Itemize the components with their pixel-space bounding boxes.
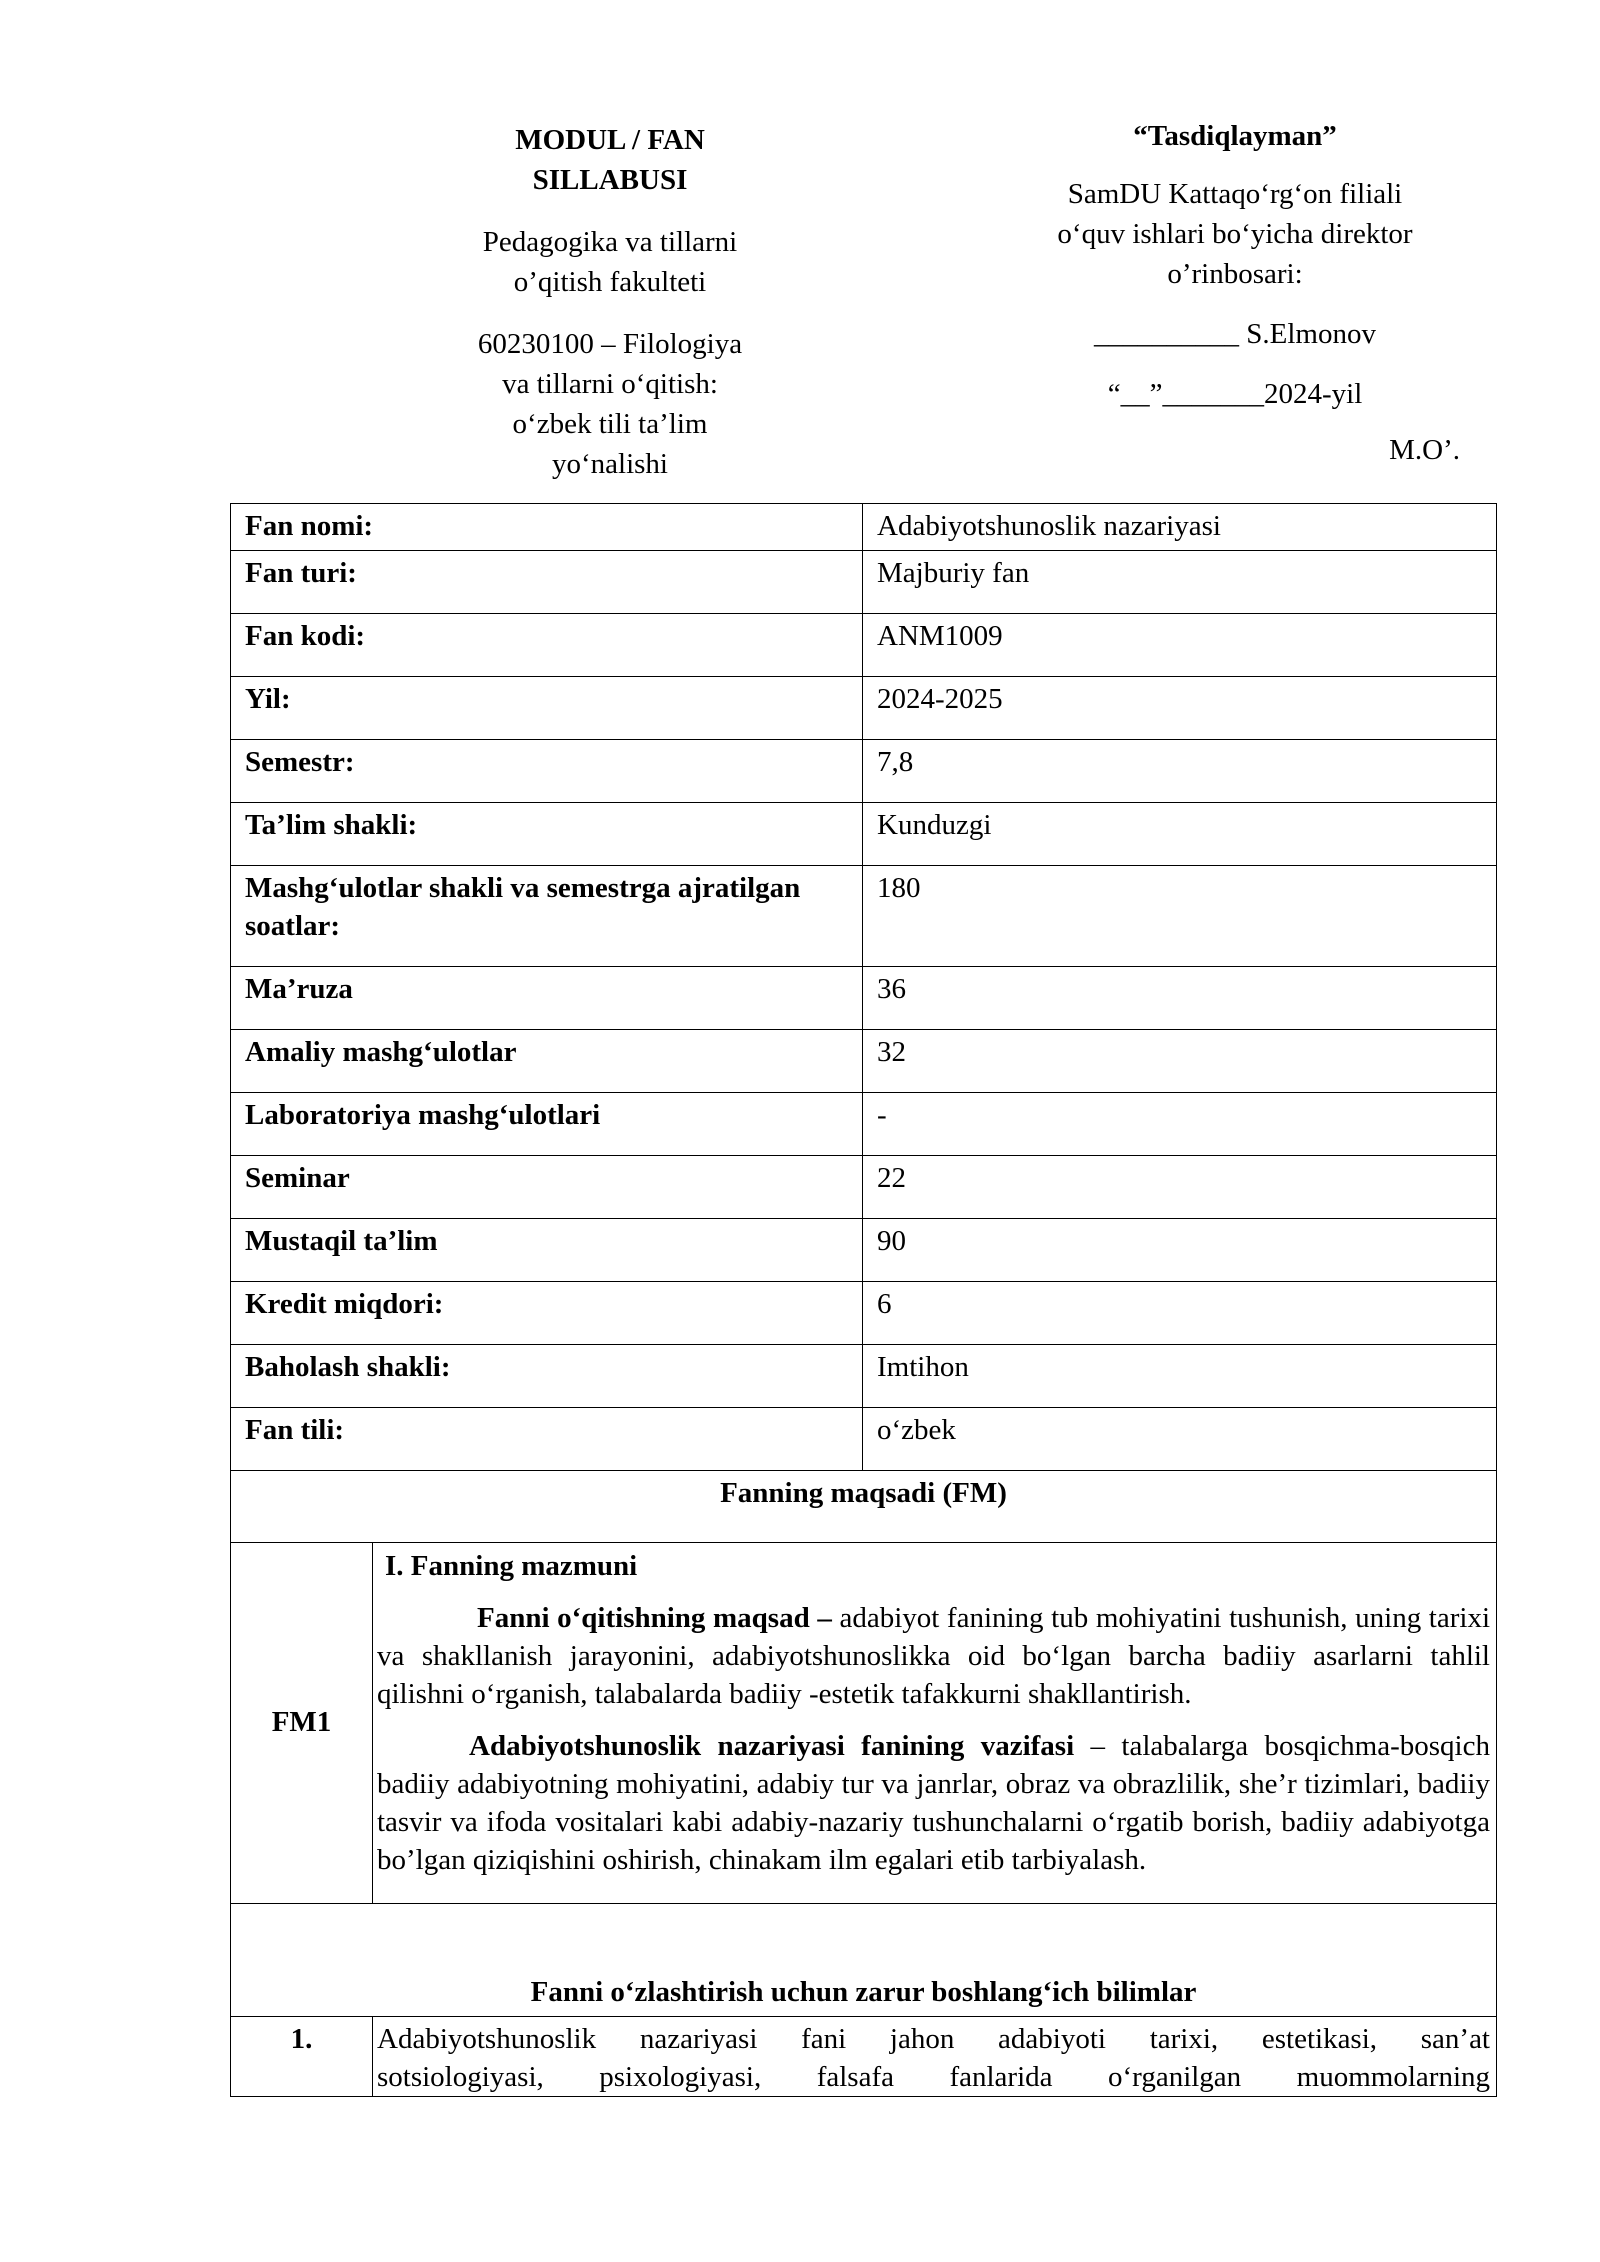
row-key: Fan turi: (231, 551, 863, 614)
prereq-item-text (373, 2017, 1497, 2097)
row-value: 6 (863, 1282, 1497, 1345)
prereq-heading: Fanni o‘zlashtirish uchun zarur boshlang‘ich bilimlar (231, 1904, 1497, 2017)
table-row (231, 1219, 1497, 1282)
faculty-line2: o’qitish fakulteti (513, 266, 707, 298)
table-row (231, 1030, 1497, 1093)
row-value: Kunduzgi (863, 803, 1497, 866)
direction-line3: o‘zbek tili ta’lim (512, 408, 708, 440)
row-key: Kredit miqdori: (231, 1282, 863, 1345)
table-row (231, 1282, 1497, 1345)
row-key: Fan kodi: (231, 614, 863, 677)
row-key: Fan nomi: (231, 504, 863, 551)
row-value: 36 (863, 967, 1497, 1030)
row-value: Adabiyotshunoslik nazariyasi (863, 504, 1497, 551)
goal-content (373, 1543, 1497, 1904)
table-row (231, 803, 1497, 866)
goal-heading: Fanning maqsadi (FM) (231, 1471, 1497, 1543)
table-row (231, 614, 1497, 677)
goal-paragraph (377, 1599, 1490, 1713)
content-title: I. Fanning mazmuni (385, 1550, 638, 1582)
row-value: 32 (863, 1030, 1497, 1093)
table-row (231, 551, 1497, 614)
row-key: Baholash shakli: (231, 1345, 863, 1408)
row-value: 180 (863, 866, 1497, 967)
header-left (440, 120, 780, 484)
row-value: 7,8 (863, 740, 1497, 803)
prereq-item-number: 1. (231, 2017, 373, 2097)
task-paragraph (377, 1727, 1490, 1879)
task-paragraph-text: – talabalarga bosqichma-bosqich badiiy adabiyotning mohiyatini, adabiy tur va janrlar, obraz va obrazlilik, she’r tizimlari, badiiy tasvir va ifoda vositalari kabi adabiy-nazariy tushunchalarni o‘rgatib borish, badiiy adabiyotga bo’lgan qiziqishini oshirish, chinakam ilm egalari etib tarbiyalash. (377, 1730, 1490, 1876)
row-value: 90 (863, 1219, 1497, 1282)
doc-title-line1: MODUL / FAN (515, 124, 705, 156)
table-row (231, 677, 1497, 740)
prereq-item-line2: sotsiologiyasi, psixologiyasi, falsafa fanlarida o‘rganilgan muommolarning (377, 2061, 1490, 2093)
org-line1: SamDU Kattaqo‘rg‘on filiali (1067, 178, 1403, 210)
goal-paragraph-lead: Fanni o‘qitishning maqsad – (477, 1602, 832, 1634)
row-key: Amaliy mashg‘ulotlar (231, 1030, 863, 1093)
row-key: Ma’ruza (231, 967, 863, 1030)
signature-line: __________ S.Elmonov (1094, 318, 1376, 350)
doc-title-line2: SILLABUSI (532, 164, 688, 196)
goal-content-row (231, 1543, 1497, 1904)
table-row (231, 740, 1497, 803)
prereq-item-line1: Adabiyotshunoslik nazariyasi fani jahon adabiyoti tarixi, estetikasi, san’at (377, 2023, 1490, 2055)
goal-paragraph-text: adabiyot fanining tub mohiyatini tushunish, uning tarixi va shakllanish jarayonini, adabiyotshunoslikka oid bo‘lgan barcha badiiy asarlarni tahlil qilishni o‘rganish, talabalarda badiiy -estetik tafakkurni shakllantirish. (377, 1602, 1490, 1710)
row-value: - (863, 1093, 1497, 1156)
row-key: Mashg‘ulotlar shakli va semestrga ajratilgan soatlar: (231, 866, 863, 967)
row-key: Semestr: (231, 740, 863, 803)
table-row (231, 1408, 1497, 1471)
row-value: 22 (863, 1156, 1497, 1219)
header-right (1000, 116, 1470, 470)
row-value: o‘zbek (863, 1408, 1497, 1471)
table-row (231, 1345, 1497, 1408)
row-key: Seminar (231, 1156, 863, 1219)
table-row (231, 1093, 1497, 1156)
org-line2: o‘quv ishlari bo‘yicha direktor (1057, 218, 1413, 250)
syllabus-table (230, 503, 1497, 2097)
seal-mark: M.O’. (1389, 434, 1460, 466)
table-row (231, 504, 1497, 551)
org-line3: o’rinbosari: (1167, 258, 1303, 290)
direction-line1: 60230100 – Filologiya (477, 328, 743, 360)
row-value: ANM1009 (863, 614, 1497, 677)
prereq-heading-row (231, 1904, 1497, 2017)
goal-label: FM1 (231, 1543, 373, 1904)
row-key: Laboratoriya mashg‘ulotlari (231, 1093, 863, 1156)
approval-date: “__”_______2024-yil (1107, 378, 1363, 410)
row-value: Imtihon (863, 1345, 1497, 1408)
table-row (231, 1156, 1497, 1219)
prereq-item-row (231, 2017, 1497, 2097)
goal-heading-row (231, 1471, 1497, 1543)
row-key: Ta’lim shakli: (231, 803, 863, 866)
row-value: 2024-2025 (863, 677, 1497, 740)
direction-line4: yo‘nalishi (552, 448, 668, 480)
faculty-line1: Pedagogika va tillarni (482, 226, 738, 258)
row-key: Yil: (231, 677, 863, 740)
table-row (231, 967, 1497, 1030)
row-key: Fan tili: (231, 1408, 863, 1471)
direction-line2: va tillarni o‘qitish: (502, 368, 718, 400)
row-key: Mustaqil ta’lim (231, 1219, 863, 1282)
row-value: Majburiy fan (863, 551, 1497, 614)
table-row (231, 866, 1497, 967)
approval-title: “Tasdiqlayman” (1133, 120, 1337, 152)
task-paragraph-lead: Adabiyotshunoslik nazariyasi fanining vazifasi (469, 1730, 1075, 1762)
